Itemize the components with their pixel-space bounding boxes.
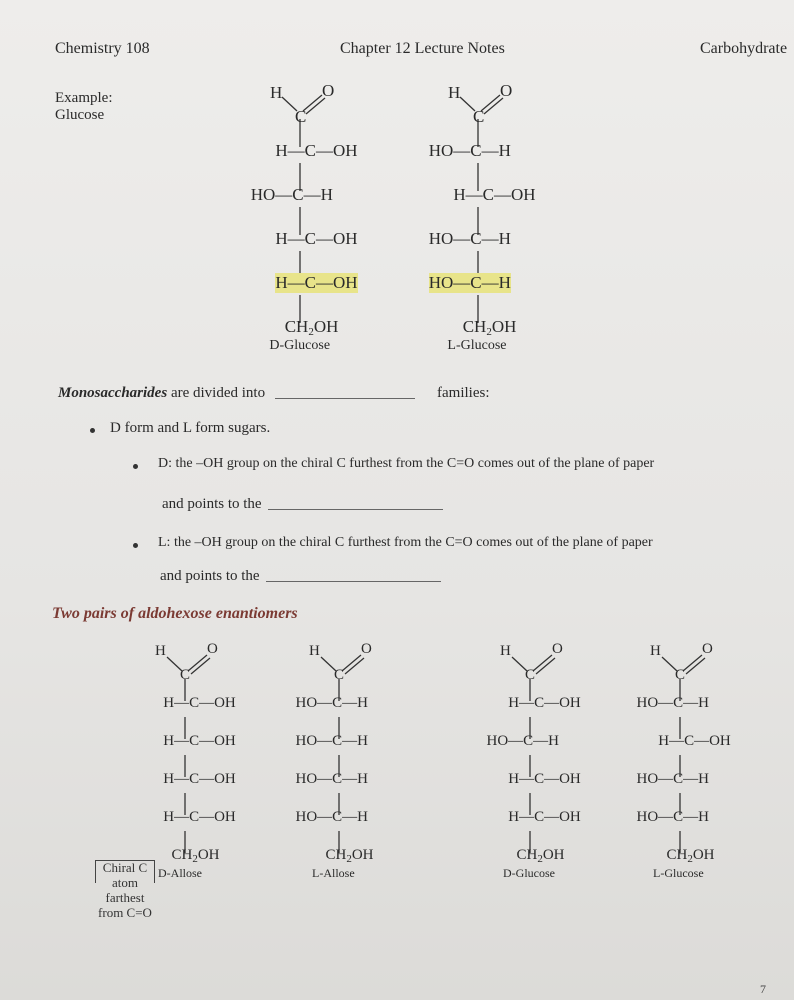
bullet-dot: [133, 543, 138, 548]
aldehyde-h-label: H: [500, 643, 511, 659]
structure-name: D-Glucose: [503, 866, 555, 880]
ch2oh-group: $CH_2OH$: [666, 847, 715, 865]
chiral-carbon-row: HO—C—H: [295, 809, 369, 825]
chiral-carbon-row: H—C—OH: [163, 733, 236, 749]
bond-lines: [220, 85, 420, 345]
aldehyde-o-label: O: [552, 641, 563, 657]
aldehyde-c-label: C: [295, 107, 307, 126]
chiral-carbon-row: HO—C—H: [295, 695, 369, 711]
example-heading: Example:: [55, 90, 113, 106]
chiral-carbon-row: H—C—OH: [453, 185, 536, 204]
chiral-carbon-row: H—C—OH: [163, 809, 236, 825]
bullet-d-l-forms: D form and L form sugars.: [110, 420, 271, 436]
chiral-note: Chiral C atom farthest from C=O: [98, 860, 152, 920]
bullet-dot: [90, 428, 95, 433]
structure-name: L-Allose: [312, 866, 355, 880]
chapter-title: Chapter 12 Lecture Notes: [340, 40, 505, 57]
structure-name: D-Allose: [158, 866, 202, 880]
chiral-carbon-row: H—C—OH: [508, 771, 581, 787]
course-title: Chemistry 108: [55, 40, 150, 57]
structure-name: D-Glucose: [269, 338, 331, 353]
chiral-carbon-row: H—C—OH: [163, 695, 236, 711]
chiral-carbon-row: HO—C—H: [428, 141, 511, 160]
d-form-blank: [268, 509, 443, 510]
chiral-carbon-row: H—C—OH: [508, 809, 581, 825]
chiral-carbon-row: HO—C—H: [295, 733, 369, 749]
ch2oh-group: $CH_2OH$: [171, 847, 220, 865]
aldehyde-c-label: C: [675, 667, 686, 683]
enantiomers-heading: Two pairs of aldohexose enantiomers: [52, 605, 298, 622]
d-form-continuation: [162, 496, 449, 513]
d-form-definition: D: the –OH group on the chiral C furthest from the C=O comes out of the plane of paper: [158, 456, 655, 471]
aldehyde-c-label: C: [334, 667, 345, 683]
chiral-carbon-row: H—C—OH: [275, 273, 358, 292]
chiral-carbon-row: HO—C—H: [636, 695, 710, 711]
structure-name: L-Glucose: [653, 866, 704, 880]
monosaccharides-sentence: [58, 385, 421, 402]
page-number: 7: [760, 982, 766, 996]
aldehyde-c-label: C: [473, 107, 485, 126]
chiral-carbon-row: H—C—OH: [275, 141, 358, 160]
families-label: families:: [437, 385, 490, 401]
ch2oh-group: $CH_2OH$: [516, 847, 565, 865]
bond-lines: [398, 85, 598, 345]
l-form-continuation: [160, 568, 447, 585]
aldehyde-o-label: O: [361, 641, 372, 657]
ch2oh-group: $CH_2OH$: [284, 317, 339, 338]
chiral-carbon-row: H—C—OH: [275, 229, 358, 248]
aldehyde-h-label: H: [448, 83, 461, 102]
aldehyde-c-label: C: [180, 667, 191, 683]
example-compound: Glucose: [55, 107, 105, 123]
aldehyde-h-label: H: [650, 643, 661, 659]
example-label: [55, 90, 112, 124]
ch2oh-group: $CH_2OH$: [325, 847, 374, 865]
structure-name: L-Glucose: [447, 338, 507, 353]
aldehyde-h-label: H: [155, 643, 166, 659]
aldehyde-o-label: O: [702, 641, 713, 657]
l-form-blank: [266, 581, 441, 582]
chiral-carbon-row: HO—C—H: [428, 229, 511, 248]
aldehyde-c-label: C: [525, 667, 536, 683]
chiral-carbon-row: HO—C—H: [486, 733, 560, 749]
chiral-carbon-row: HO—C—H: [250, 185, 333, 204]
d-form-continuation-text: and points to the: [162, 496, 262, 512]
l-form-definition: L: the –OH group on the chiral C furthest from the C=O comes out of the plane of paper: [158, 535, 653, 550]
chiral-carbon-row: HO—C—H: [295, 771, 369, 787]
chiral-carbon-row: H—C—OH: [658, 733, 731, 749]
ch2oh-group: $CH_2OH$: [462, 317, 517, 338]
monosaccharides-text: are divided into: [170, 385, 266, 401]
chiral-carbon-row: H—C—OH: [508, 695, 581, 711]
topic-title: Carbohydrate: [700, 40, 788, 57]
chiral-carbon-row: HO—C—H: [636, 771, 710, 787]
chiral-carbon-row: HO—C—H: [428, 273, 511, 292]
aldehyde-o-label: O: [322, 81, 335, 100]
aldehyde-h-label: H: [309, 643, 320, 659]
aldehyde-h-label: H: [270, 83, 283, 102]
l-form-continuation-text: and points to the: [160, 568, 260, 584]
aldehyde-o-label: O: [500, 81, 513, 100]
bullet-dot: [133, 464, 138, 469]
aldehyde-o-label: O: [207, 641, 218, 657]
chiral-carbon-row: H—C—OH: [163, 771, 236, 787]
chiral-carbon-row: HO—C—H: [636, 809, 710, 825]
families-blank: [275, 398, 415, 399]
monosaccharides-term: Monosaccharides: [58, 385, 168, 401]
